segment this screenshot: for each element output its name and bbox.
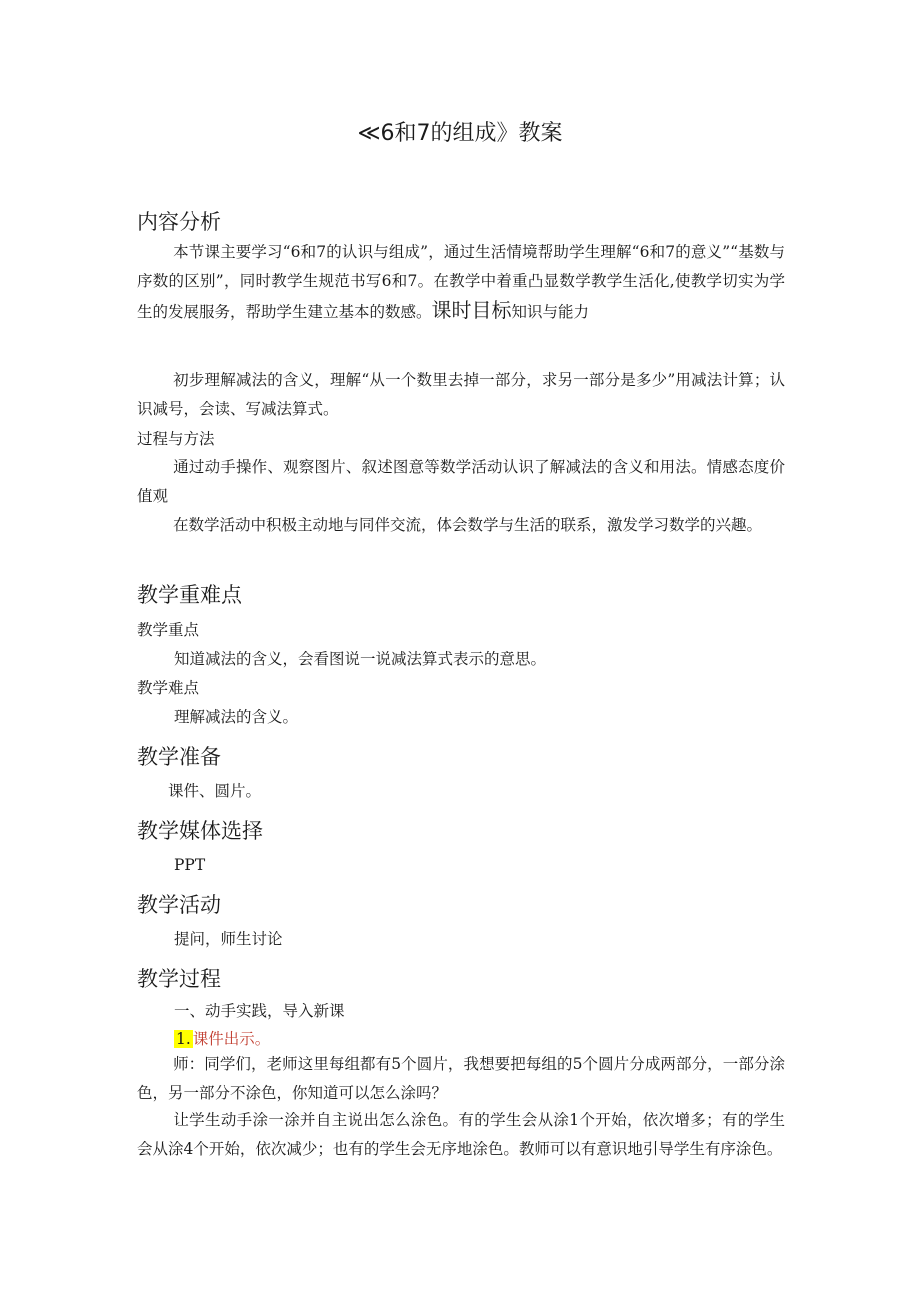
item-number-highlight: 1. [176,1030,191,1048]
heading-preparation: 教学准备 [137,745,221,769]
heading-key-points: 教学重难点 [137,583,242,607]
media-text: PPT [174,856,206,874]
key-point-label: 教学重点 [137,621,200,639]
heading-content-analysis: 内容分析 [137,210,221,234]
difficult-point-label: 教学难点 [137,679,200,697]
knowledge-ability-label: 知识与能力 [511,303,590,321]
process-text: 通过动手操作、观察图片、叙述图意等数学活动认识了解减法的含义和用法。情感态度价值观 [137,458,785,505]
item-text: 课件出示。 [192,1030,271,1048]
process-paragraph [137,453,785,511]
content-analysis-paragraph [137,238,785,327]
heading-activity: 教学活动 [137,893,221,917]
students-text: 让学生动手涂一涂并自主说出怎么涂色。有的学生会从涂1个开始，依次增多；有的学生会从涂4个开始，依次减少；也有的学生会无序地涂色。教师可以有意识地引导学生有序涂色。 [137,1111,785,1158]
knowledge-paragraph [137,366,785,424]
heading-media: 教学媒体选择 [137,819,263,843]
attitude-text: 在数学活动中积极主动地与同伴交流，体会数学与生活的联系，激发学习数学的兴趣。 [173,516,763,534]
attitude-paragraph [137,511,785,540]
content-analysis-text: 本节课主要学习“6和7的认识与组成”，通过生活情境帮助学生理解“6和7的意义”“基数与序数的区别”，同时教学生规范书写6和7。在教学中着重凸显数学教学生活化,使教学切实为学生的发展服务，帮助学生建立基本的数感。 [137,243,785,321]
heading-lesson-objectives: 课时目标 [431,298,512,322]
preparation-text: 课件、圆片。 [168,782,262,800]
process-method-label: 过程与方法 [137,430,215,448]
students-paragraph [137,1106,785,1164]
difficult-point-text: 理解减法的含义。 [174,708,299,726]
heading-process: 教学过程 [137,967,221,991]
teacher-text: 师：同学们，老师这里每组都有5个圆片，我想要把每组的5个圆片分成两部分，一部分涂色，另一部分不涂色，你知道可以怎么涂吗？ [137,1055,785,1102]
document-title: ≪6和7的组成》教案 [357,121,563,146]
process-item-1 [174,1028,270,1050]
key-point-text: 知道减法的含义，会看图说一说减法算式表示的意思。 [174,650,547,668]
activity-text: 提问，师生讨论 [174,930,283,948]
process-step1: 一、动手实践，导入新课 [174,1002,345,1020]
teacher-paragraph [137,1050,785,1108]
knowledge-text: 初步理解减法的含义，理解“从一个数里去掉一部分，求另一部分是多少”用减法计算；认识减号，会读、写减法算式。 [137,371,785,418]
